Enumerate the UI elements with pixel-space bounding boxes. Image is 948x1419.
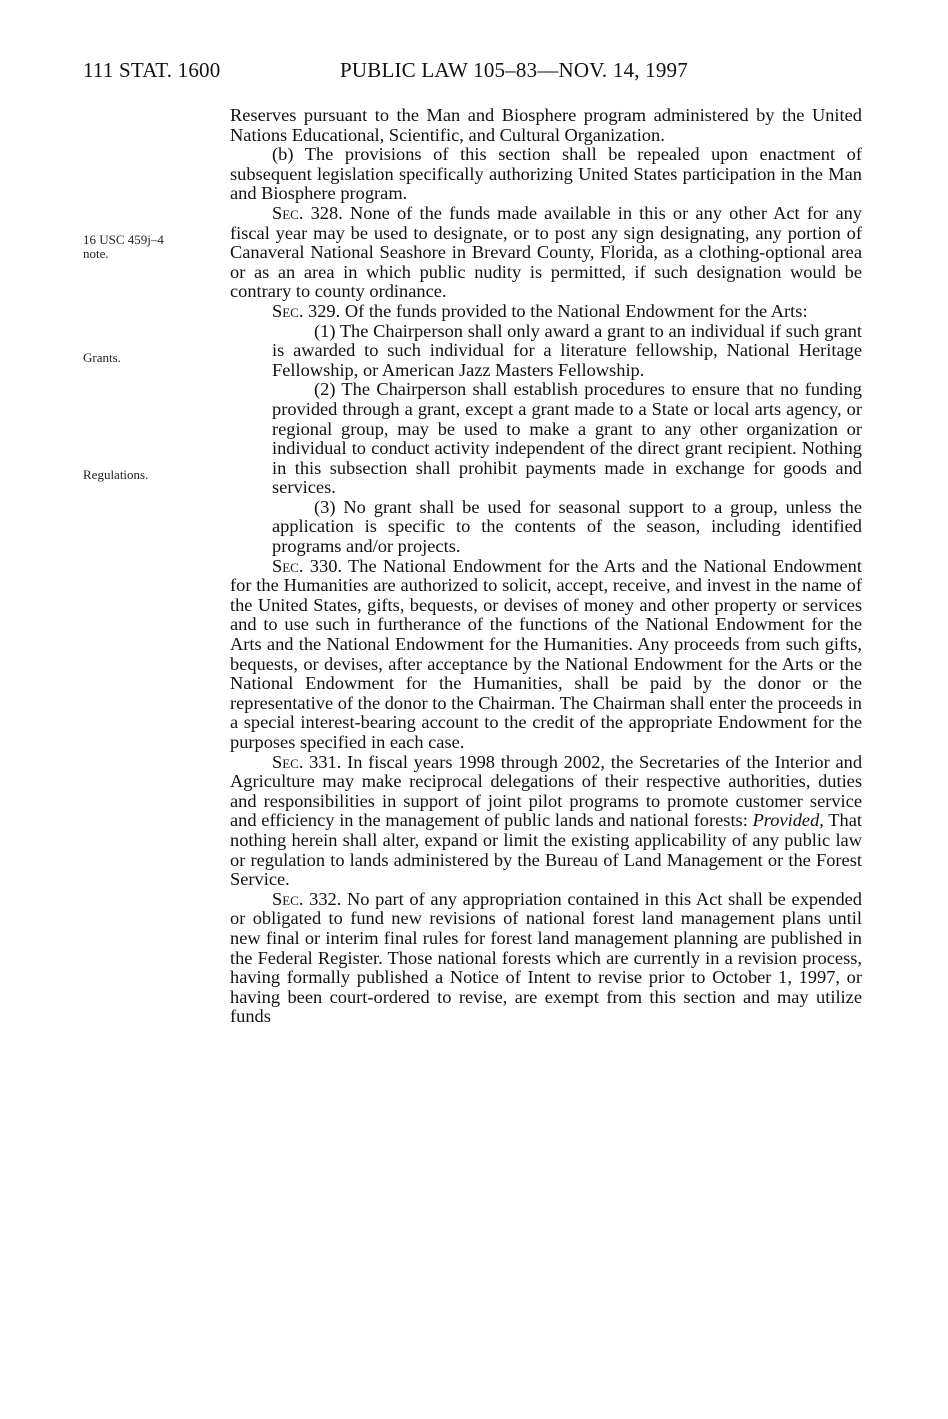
margin-note-grants: Grants. — [83, 350, 121, 365]
section-330-text: The National Endowment for the Arts and the National Endowment for the Humanities are authorized to solicit, accept, receive, and invest in the name of the United States, gifts, bequests, or devises of money and other property or services and to use such in furtherance of the functions of the National Endowment for the Arts and the National Endowment for the Humanities. Any proceeds from such gifts, bequests, or devises, after acceptance by the National Endowment for the Arts or the National Endowment for the Humanities, shall be paid by the donor or the representative of the donor to the Chairman. The Chairman shall enter the proceeds in a special interest-bearing account to the credit of the appropriate Endowment for the purposes specified in each case. — [230, 555, 862, 752]
law-title: PUBLIC LAW 105–83—NOV. 14, 1997 — [340, 58, 688, 82]
paragraph-continuation: Reserves pursuant to the Man and Biosphere program administered by the United Nations Educational, Scientific, and Cultural Organization. — [230, 105, 862, 145]
margin-note-usc-note: note. — [83, 246, 109, 261]
section-331-text-b: That nothing herein shall alter, expand or limit the existing applicability of any public law or regulation to lands administered by the Bureau of Land Management or the Forest Service. — [230, 810, 862, 890]
section-329-text: Of the funds provided to the National Endowment for the Arts: — [340, 300, 808, 321]
section-328 — [230, 204, 862, 302]
running-header — [0, 58, 948, 88]
section-332 — [230, 890, 862, 1027]
section-332-label: Sec. 332. — [272, 888, 342, 909]
statute-citation: 111 STAT. 1600 — [83, 58, 221, 82]
section-332-text: No part of any appropriation contained in this Act shall be expended or obligated to fund new revisions of national forest land management plans until new final or interim final rules for forest land management planning are published in the Federal Register. Those national forests which are currently in a revision process, having formally published a Notice of Intent to revise prior to October 1, 1997, or having been court-ordered to revise, are exempt from this section and may utilize funds — [230, 888, 862, 1027]
section-328-label: Sec. 328. — [272, 202, 343, 223]
section-329 — [230, 302, 862, 322]
section-329-label: Sec. 329. — [272, 300, 341, 321]
section-329-item-1: (1) The Chairperson shall only award a grant to an individual if such grant is awarded to such individual for a literature fellowship, National Heritage Fellowship, or American Jazz Masters Fellowship. — [272, 320, 862, 380]
section-331-provided: Provided, — [752, 810, 824, 831]
margin-note-usc — [83, 233, 213, 261]
section-331-label: Sec. 331. — [272, 751, 342, 772]
section-330-label: Sec. 330. — [272, 555, 342, 576]
paragraph-subsection-b: (b) The provisions of this section shall be repealed upon enactment of subsequent legislation specifically authorizing United States participation in the Man and Biosphere program. — [230, 144, 862, 204]
section-329-item-2: (2) The Chairperson shall establish procedures to ensure that no funding provided through a grant, except a grant made to a State or local arts agency, or regional group, may be used to make a grant to any other organization or individual to conduct activity independent of the direct grant recipient. Nothing in this subsection shall prohibit payments made in exchange for goods and services. — [272, 379, 862, 498]
section-328-text: None of the funds made available in this or any other Act for any fiscal year may be used to designate, or to post any sign designating, any portion of Canaveral National Seashore in Brevard County, Florida, as a clothing-optional area or as an area in which public nudity is permitted, if such designation would be contrary to county ordinance. — [230, 202, 862, 302]
document-body — [230, 106, 862, 1027]
margin-note-usc-cite: 16 USC 459j–4 — [83, 232, 164, 247]
section-331 — [230, 753, 862, 890]
section-331-text-a: In fiscal years 1998 through 2002, the Secretaries of the Interior and Agriculture may make reciprocal delegations of their respective authorities, duties and responsibilities in support of joint pilot programs to promote customer service and efficiency in the management of public lands and national forests: — [230, 751, 863, 831]
section-330 — [230, 557, 862, 753]
section-329-item-3: (3) No grant shall be used for seasonal support to a group, unless the application is specific to the contents of the season, including identified programs and/or projects. — [272, 496, 862, 557]
margin-note-regulations: Regulations. — [83, 467, 149, 482]
